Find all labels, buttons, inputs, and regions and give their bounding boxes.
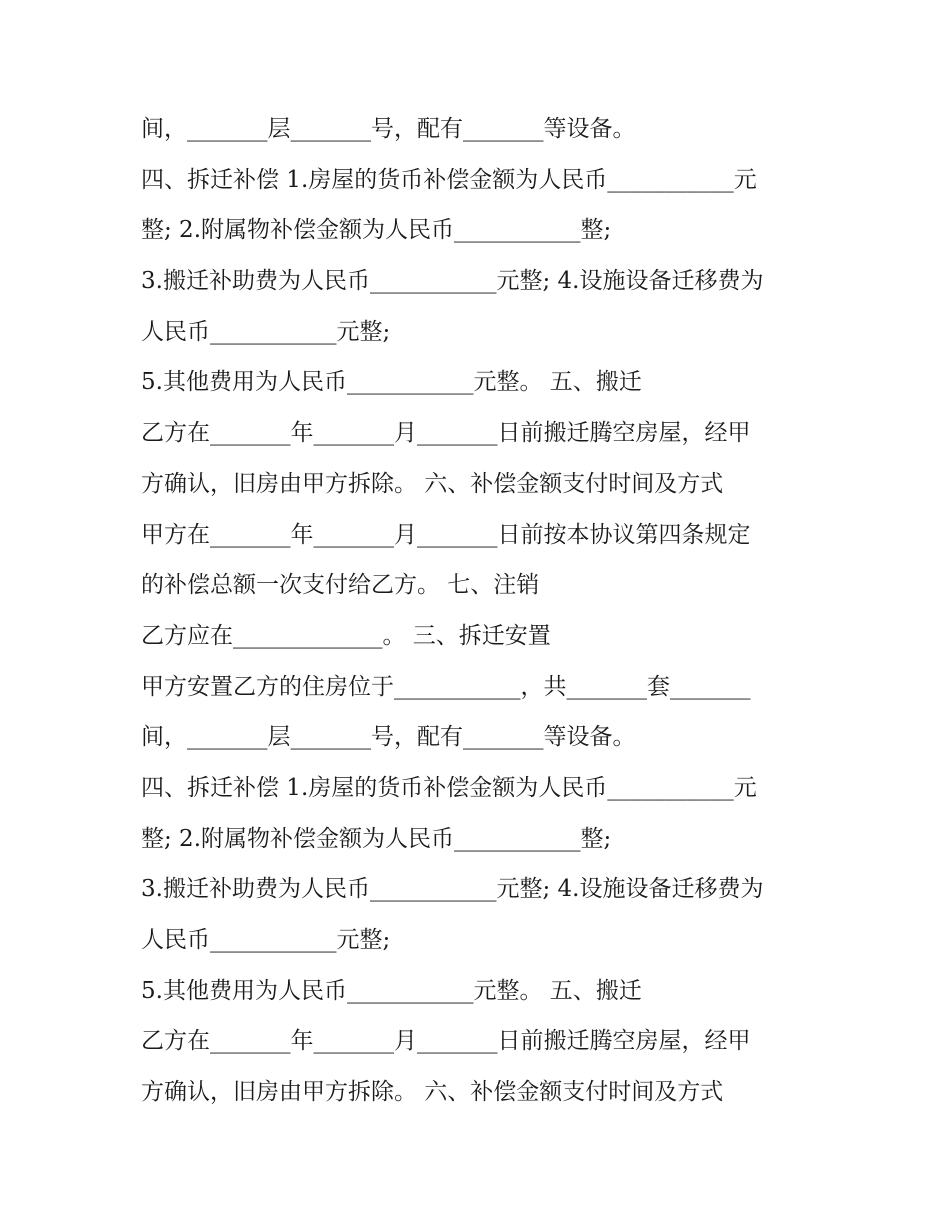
- text-line: 人民币___________元整;: [141, 927, 391, 953]
- text-line: 5.其他费用为人民币___________元整。 五、搬迁: [141, 369, 642, 396]
- document-body: [141, 104, 821, 1118]
- text-line: 乙方在_______年_______月_______日前搬迁腾空房屋，经甲: [141, 420, 751, 447]
- text-line: 四、拆迁补偿 1.房屋的货币补偿金额为人民币___________元: [141, 774, 757, 801]
- text-line: 甲方安置乙方的住房位于___________，共_______套_______: [141, 673, 751, 700]
- text-line: 人民币___________元整;: [141, 318, 391, 345]
- text-line: 间，_______层_______号，配有_______等设备。: [141, 724, 636, 751]
- text-line: 方确认，旧房由甲方拆除。 六、补偿金额支付时间及方式: [141, 470, 724, 497]
- text-line: 整; 2.附属物补偿金额为人民币___________整;: [141, 825, 612, 852]
- text-line: 四、拆迁补偿 1.房屋的货币补偿金额为人民币___________元: [141, 166, 757, 193]
- text-line: 3.搬迁补助费为人民币___________元整; 4.设施设备迁移费为: [141, 876, 764, 903]
- text-line: 乙方在_______年_______月_______日前搬迁腾空房屋，经甲: [141, 1028, 751, 1055]
- text-line: 5.其他费用为人民币___________元整。 五、搬迁: [141, 977, 642, 1004]
- text-line: 间，_______层_______号，配有_______等设备。: [141, 116, 636, 142]
- text-line: 整; 2.附属物补偿金额为人民币___________整;: [141, 217, 612, 244]
- text-line: 方确认，旧房由甲方拆除。 六、补偿金额支付时间及方式: [141, 1079, 724, 1106]
- text-line: 3.搬迁补助费为人民币___________元整; 4.设施设备迁移费为: [141, 268, 764, 295]
- text-line: 乙方应在_____________。 三、拆迁安置: [141, 622, 551, 649]
- text-line: 的补偿总额一次支付给乙方。 七、注销: [141, 572, 540, 599]
- text-line: 甲方在_______年_______月_______日前按本协议第四条规定: [141, 521, 751, 548]
